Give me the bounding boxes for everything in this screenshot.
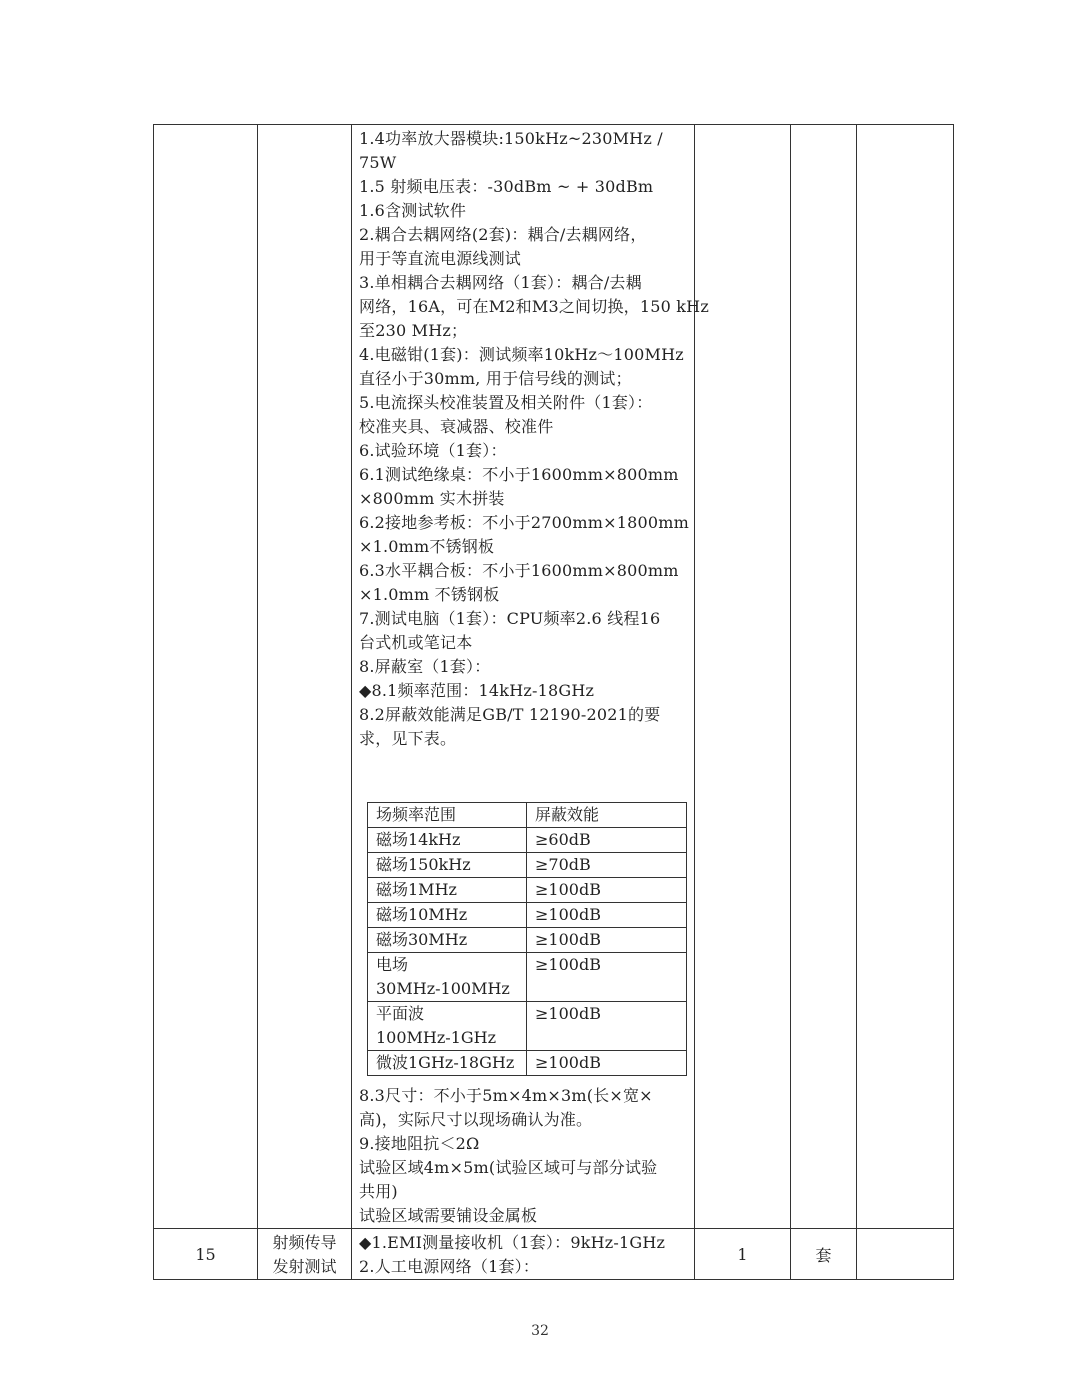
spec-line: ◆1.EMI测量接收机（1套）：9kHz-1GHz: [359, 1233, 666, 1252]
table-row-continued: [154, 125, 954, 1229]
spec-line: 2.耦合去耦网络(2套)：耦合/去耦网络，: [359, 225, 647, 244]
cell-no: [154, 125, 258, 1229]
spec-line: 校准夹具、衰减器、校准件: [359, 417, 554, 436]
item-qty: 1: [695, 1229, 791, 1280]
effectiveness-cell: ≥60dB: [527, 828, 687, 853]
item-number: 15: [154, 1229, 258, 1280]
spec-line: 4.电磁钳(1套)：测试频率10kHz～100MHz: [359, 345, 684, 364]
spec-line: 6.试验环境（1套）：: [359, 441, 507, 460]
page-number: 32: [531, 1323, 549, 1339]
shielding-header: 场频率范围: [368, 803, 527, 828]
spec-line: 直径小于30mm, 用于信号线的测试；: [359, 369, 632, 388]
spec-line: 台式机或笔记本: [359, 633, 473, 652]
field-range-cell: 磁场14kHz: [368, 828, 527, 853]
spec-line: 3.单相耦合去耦网络（1套）：耦合/去耦: [359, 273, 642, 292]
spec-line: 8.2屏蔽效能满足GB/T 12190-2021的要: [359, 705, 661, 724]
spec-line: ×1.0mm 不锈钢板: [359, 585, 500, 604]
spec-line: 6.2接地参考板：不小于2700mm×1800mm: [359, 513, 689, 532]
cell-name: [258, 125, 352, 1229]
spec-lines-bottom: [359, 1084, 688, 1228]
spec-line: ×1.0mm不锈钢板: [359, 537, 495, 556]
effectiveness-cell: ≥100dB: [527, 903, 687, 928]
field-range-cell: 磁场10MHz: [368, 903, 527, 928]
spec-line: 6.1测试绝缘桌：不小于1600mm×800mm: [359, 465, 679, 484]
spec-line: 1.5 射频电压表：-30dBm ~ + 30dBm: [359, 177, 654, 196]
effectiveness-cell: ≥100dB: [527, 878, 687, 903]
item-remark: [857, 1229, 954, 1280]
field-range-line: 平面波: [376, 1004, 425, 1023]
field-range-cell: 微波1GHz-18GHz: [368, 1051, 527, 1076]
spec-line: 1.6含测试软件: [359, 201, 467, 220]
spec-line: 8.屏蔽室（1套）：: [359, 657, 491, 676]
spec-line: 8.3尺寸：不小于5m×4m×3m(长×宽×: [359, 1086, 653, 1105]
field-range-cell: [368, 953, 527, 1002]
table-row: [368, 828, 687, 853]
field-range-cell: 磁场150kHz: [368, 853, 527, 878]
spec-lines-top: [359, 127, 709, 751]
item-name: [258, 1229, 352, 1280]
item-name-line: 射频传导: [272, 1233, 337, 1252]
spec-line: 至230 MHz；: [359, 321, 468, 340]
spec-line: 用于等直流电源线测试: [359, 249, 522, 268]
table-row: [368, 953, 687, 1002]
item-name-line: 发射测试: [272, 1257, 337, 1276]
spec-line: ◆8.1频率范围：14kHz-18GHz: [359, 681, 595, 700]
effectiveness-cell: ≥100dB: [527, 953, 687, 1002]
table-row: [368, 903, 687, 928]
item-spec: [352, 1229, 695, 1280]
cell-unit: [857, 125, 954, 1229]
spec-line: 试验区域需要铺设金属板: [359, 1206, 538, 1225]
spec-line: 2.人工电源网络（1套）：: [359, 1257, 540, 1276]
table-row: [368, 928, 687, 953]
field-range-line: 30MHz-100MHz: [376, 979, 510, 998]
spec-line: ×800mm 实木拼装: [359, 489, 505, 508]
table-row-15: [154, 1229, 954, 1280]
spacer: [359, 751, 688, 801]
table-row: [368, 878, 687, 903]
spec-line: 7.测试电脑（1套）：CPU频率2.6 线程16: [359, 609, 661, 628]
shielding-table: [367, 802, 687, 1076]
spec-line: 网络，16A，可在M2和M3之间切换，150 kHz: [359, 297, 709, 316]
cell-spec: [352, 125, 709, 1229]
spec-line: 求，见下表。: [359, 729, 457, 748]
effectiveness-cell: ≥70dB: [527, 853, 687, 878]
table-row: [368, 1002, 687, 1051]
effectiveness-cell: ≥100dB: [527, 1002, 687, 1051]
spec-line: 试验区域4m×5m(试验区域可与部分试验: [359, 1158, 658, 1177]
field-range-line: 100MHz-1GHz: [376, 1028, 497, 1047]
cell-qty: [791, 125, 857, 1229]
field-range-line: 电场: [376, 955, 409, 974]
item-unit: 套: [791, 1229, 857, 1280]
spec-line: 6.3水平耦合板：不小于1600mm×800mm: [359, 561, 679, 580]
spec-line: 共用): [359, 1182, 398, 1201]
spec-line: 高)，实际尺寸以现场确认为准。: [359, 1110, 593, 1129]
field-range-cell: 磁场1MHz: [368, 878, 527, 903]
cell-blank: [695, 125, 791, 1229]
table-row: [368, 1051, 687, 1076]
effectiveness-cell: ≥100dB: [527, 928, 687, 953]
field-range-cell: 磁场30MHz: [368, 928, 527, 953]
spec-line: 75W: [359, 153, 397, 172]
shielding-header-row: [368, 803, 687, 828]
requirements-table: [153, 124, 954, 1280]
field-range-cell: [368, 1002, 527, 1051]
spec-line: 5.电流探头校准装置及相关附件（1套）：: [359, 393, 653, 412]
shielding-header: 屏蔽效能: [527, 803, 687, 828]
table-row: [368, 853, 687, 878]
spec-line: 9.接地阻抗＜2Ω: [359, 1134, 480, 1153]
effectiveness-cell: ≥100dB: [527, 1051, 687, 1076]
spec-line: 1.4功率放大器模块:150kHz~230MHz /: [359, 129, 663, 148]
